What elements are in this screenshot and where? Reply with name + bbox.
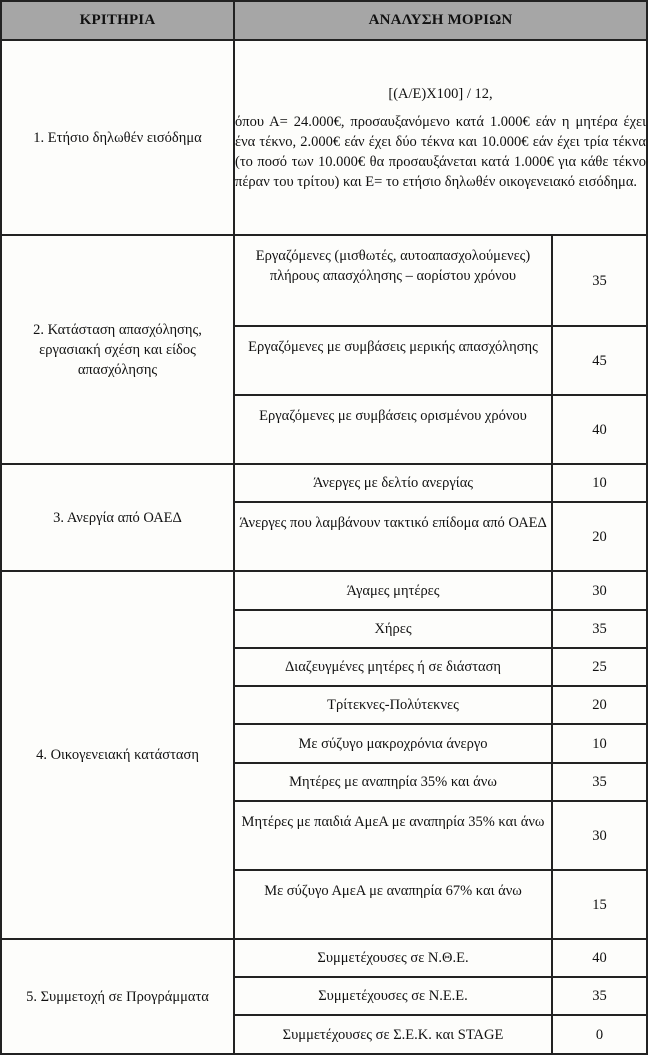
points-value: 35 <box>552 977 647 1015</box>
criterion-label: 2. Κατάσταση απασχόλησης, εργασιακή σχέση και είδος απασχόλησης <box>1 235 234 464</box>
criterion-label: 1. Ετήσιο δηλωθέν εισόδημα <box>1 40 234 235</box>
sub-criterion: Συμμετέχουσες σε Ν.Ε.Ε. <box>234 977 552 1015</box>
criterion-label: 3. Ανεργία από ΟΑΕΔ <box>1 464 234 571</box>
criterion-row-income <box>1 40 647 235</box>
points-value: 35 <box>552 763 647 801</box>
points-value: 10 <box>552 464 647 502</box>
table-row <box>1 464 647 502</box>
table-row <box>1 939 647 977</box>
points-value: 10 <box>552 724 647 763</box>
points-value: 35 <box>552 235 647 326</box>
points-value: 20 <box>552 502 647 571</box>
sub-criterion: Με σύζυγο ΑμεΑ με αναπηρία 67% και άνω <box>234 870 552 939</box>
points-value: 15 <box>552 870 647 939</box>
points-value: 25 <box>552 648 647 686</box>
sub-criterion: Τρίτεκνες-Πολύτεκνες <box>234 686 552 724</box>
header-row <box>1 1 647 40</box>
formula-cell <box>234 40 647 235</box>
sub-criterion: Συμμετέχουσες σε Σ.Ε.Κ. και STAGE <box>234 1015 552 1054</box>
criterion-label: 4. Οικογενειακή κατάσταση <box>1 571 234 939</box>
criterion-label: 5. Συμμετοχή σε Προγράμματα <box>1 939 234 1054</box>
points-value: 20 <box>552 686 647 724</box>
sub-criterion: Με σύζυγο μακροχρόνια άνεργο <box>234 724 552 763</box>
sub-criterion: Μητέρες με παιδιά ΑμεΑ με αναπηρία 35% και άνω <box>234 801 552 870</box>
sub-criterion: Εργαζόμενες με συμβάσεις μερικής απασχόλησης <box>234 326 552 395</box>
table-row <box>1 235 647 326</box>
header-points-analysis: ΑΝΑΛΥΣΗ ΜΟΡΙΩΝ <box>234 1 647 40</box>
sub-criterion: Άνεργες με δελτίο ανεργίας <box>234 464 552 502</box>
points-value: 35 <box>552 610 647 648</box>
sub-criterion: Άγαμες μητέρες <box>234 571 552 610</box>
sub-criterion: Διαζευγμένες μητέρες ή σε διάσταση <box>234 648 552 686</box>
sub-criterion: Συμμετέχουσες σε Ν.Θ.Ε. <box>234 939 552 977</box>
sub-criterion: Εργαζόμενες με συμβάσεις ορισμένου χρόνου <box>234 395 552 464</box>
header-criteria: ΚΡΙΤΗΡΙΑ <box>1 1 234 40</box>
points-value: 40 <box>552 395 647 464</box>
table-row <box>1 571 647 610</box>
income-formula: [(Α/Ε)Χ100] / 12, <box>388 85 493 102</box>
sub-criterion: Μητέρες με αναπηρία 35% και άνω <box>234 763 552 801</box>
points-value: 45 <box>552 326 647 395</box>
sub-criterion: Εργαζόμενες (μισθωτές, αυτοαπασχολούμενες) πλήρους απασχόλησης – αορίστου χρόνου <box>234 235 552 326</box>
points-value: 30 <box>552 801 647 870</box>
sub-criterion: Άνεργες που λαμβάνουν τακτικό επίδομα από ΟΑΕΔ <box>234 502 552 571</box>
points-value: 0 <box>552 1015 647 1054</box>
points-value: 30 <box>552 571 647 610</box>
sub-criterion: Χήρες <box>234 610 552 648</box>
points-value: 40 <box>552 939 647 977</box>
formula-description: όπου Α= 24.000€, προσαυξανόμενο κατά 1.000€ εάν η μητέρα έχει ένα τέκνο, 2.000€ εάν έχει δύο τέκνα και 10.000€ εάν έχει τρία τέκνα (το ποσό των 10.000€ θα προσαυξάνεται κατά 1.000€ για κάθε τέκνο πέραν του τρίτου) και Ε= το ετήσιο δηλωθέν οικογενειακό εισόδημα. <box>235 113 647 190</box>
